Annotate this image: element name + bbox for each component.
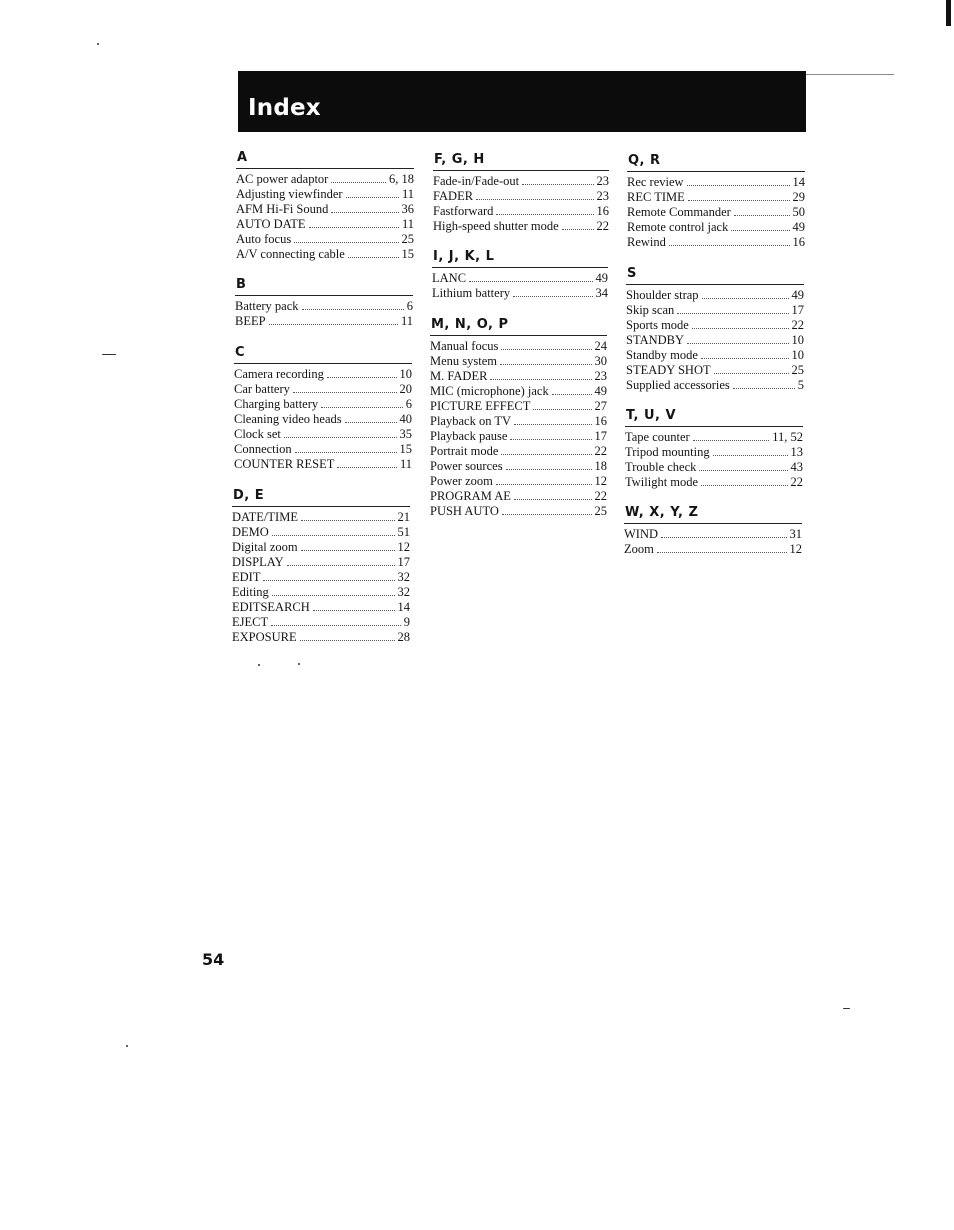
index-entry: [625, 474, 803, 489]
index-entry: [430, 353, 607, 368]
entry-pages: 15: [401, 247, 414, 261]
entry-term: MIC (microphone) jack: [430, 384, 549, 398]
entry-pages: 16: [792, 235, 805, 249]
entry-list: [232, 509, 410, 644]
index-entry: [433, 203, 609, 218]
entry-pages: 17: [791, 303, 804, 317]
index-entry: [627, 174, 805, 189]
entry-pages: 25: [401, 232, 414, 246]
index-entry: [625, 459, 803, 474]
entry-term: DEMO: [232, 525, 269, 539]
entry-list: [430, 338, 607, 518]
index-entry: [234, 366, 412, 381]
entry-pages: 11, 52: [772, 430, 803, 444]
index-section-f-g-h: [433, 152, 609, 233]
dot-leader: [713, 444, 788, 456]
index-entry: [236, 231, 414, 246]
entry-term: Lithium battery: [432, 286, 511, 300]
entry-pages: 35: [399, 427, 412, 441]
entry-list: [624, 526, 802, 556]
index-entry: [234, 441, 412, 456]
dot-leader: [346, 186, 399, 198]
index-entry: [236, 201, 414, 216]
entry-list: [433, 173, 609, 233]
dot-leader: [501, 443, 591, 455]
entry-list: [625, 429, 803, 489]
dot-leader: [272, 584, 395, 596]
entry-term: Power sources: [430, 459, 503, 473]
scan-speck: [97, 43, 99, 45]
entry-term: Standby mode: [626, 348, 698, 362]
entry-pages: 23: [596, 189, 609, 203]
entry-term: Sports mode: [626, 318, 689, 332]
entry-term: M. FADER: [430, 369, 488, 383]
section-heading: S: [626, 266, 804, 285]
dot-leader: [701, 474, 787, 486]
entry-pages: 11: [400, 314, 413, 328]
index-entry: [232, 539, 410, 554]
dot-leader: [669, 234, 790, 246]
dot-leader: [733, 377, 795, 389]
entry-pages: 30: [594, 354, 607, 368]
index-entry: [626, 377, 804, 392]
dot-leader: [496, 203, 593, 215]
entry-term: Trouble check: [625, 460, 697, 474]
entry-pages: 27: [594, 399, 607, 413]
index-entry: [430, 503, 607, 518]
entry-pages: 23: [596, 174, 609, 188]
section-heading: D, E: [232, 488, 410, 507]
section-heading: F, G, H: [433, 152, 609, 171]
index-entry: [626, 332, 804, 347]
dot-leader: [699, 459, 787, 471]
entry-term: EDITSEARCH: [232, 600, 310, 614]
dot-leader: [476, 188, 593, 200]
entry-term: Menu system: [430, 354, 498, 368]
dot-leader: [500, 353, 591, 365]
index-entry: [236, 186, 414, 201]
scan-speck: [843, 1008, 850, 1009]
entry-term: REC TIME: [627, 190, 685, 204]
margin-rule: [806, 74, 894, 75]
entry-pages: 24: [594, 339, 607, 353]
entry-term: WIND: [624, 527, 659, 541]
entry-term: EJECT: [232, 615, 269, 629]
dot-leader: [552, 383, 592, 395]
index-entry: [235, 298, 413, 313]
entry-pages: 15: [399, 442, 412, 456]
entry-term: AFM Hi-Fi Sound: [236, 202, 329, 216]
index-entry: [232, 614, 410, 629]
index-entry: [627, 219, 805, 234]
entry-term: PUSH AUTO: [430, 504, 499, 518]
entry-pages: 10: [791, 348, 804, 362]
entry-pages: 12: [397, 540, 410, 554]
dot-leader: [692, 317, 789, 329]
dot-leader: [284, 426, 397, 438]
index-entry: [624, 541, 802, 556]
entry-term: EXPOSURE: [232, 630, 297, 644]
index-entry: [626, 302, 804, 317]
index-entry: [232, 509, 410, 524]
page-number: 54: [202, 950, 225, 969]
entry-term: Car battery: [234, 382, 290, 396]
index-entry: [430, 398, 607, 413]
section-heading: W, X, Y, Z: [624, 505, 802, 524]
index-entry: [234, 411, 412, 426]
entry-term: Editing: [232, 585, 269, 599]
dot-leader: [687, 332, 788, 344]
dot-leader: [345, 411, 397, 423]
dot-leader: [562, 218, 594, 230]
dot-leader: [533, 398, 591, 410]
entry-term: Zoom: [624, 542, 654, 556]
dot-leader: [313, 599, 395, 611]
entry-term: High-speed shutter mode: [433, 219, 559, 233]
entry-pages: 22: [596, 219, 609, 233]
index-entry: [430, 458, 607, 473]
scan-speck: [298, 663, 300, 665]
entry-pages: 43: [790, 460, 803, 474]
index-entry: [430, 383, 607, 398]
entry-pages: 49: [792, 220, 805, 234]
index-entry: [430, 428, 607, 443]
index-entry: [232, 554, 410, 569]
entry-pages: 9: [403, 615, 410, 629]
index-section-w-x-y-z: [624, 505, 802, 556]
dot-leader: [287, 554, 395, 566]
dot-leader: [331, 201, 398, 213]
entry-term: Rec review: [627, 175, 684, 189]
entry-pages: 11: [401, 187, 414, 201]
entry-pages: 32: [397, 570, 410, 584]
entry-term: Camera recording: [234, 367, 324, 381]
entry-term: Auto focus: [236, 232, 292, 246]
entry-term: Manual focus: [430, 339, 499, 353]
entry-term: Portrait mode: [430, 444, 499, 458]
dot-leader: [348, 246, 399, 258]
entry-pages: 29: [792, 190, 805, 204]
entry-pages: 13: [790, 445, 803, 459]
dot-leader: [693, 429, 769, 441]
index-entry: [232, 584, 410, 599]
dot-leader: [513, 285, 592, 297]
section-heading: I, J, K, L: [432, 249, 608, 268]
entry-term: Rewind: [627, 235, 666, 249]
index-entry: [433, 188, 609, 203]
section-heading: C: [234, 345, 412, 364]
dot-leader: [501, 338, 591, 350]
dot-leader: [677, 302, 788, 314]
index-section-q-r: [627, 153, 805, 249]
entry-pages: 22: [594, 489, 607, 503]
dot-leader: [522, 173, 593, 185]
entry-term: COUNTER RESET: [234, 457, 335, 471]
index-entry: [625, 429, 803, 444]
entry-list: [236, 171, 414, 261]
dot-leader: [294, 231, 398, 243]
dot-leader: [263, 569, 394, 581]
entry-term: Remote Commander: [627, 205, 731, 219]
dot-leader: [687, 174, 790, 186]
index-section-i-j-k-l: [432, 249, 608, 300]
entry-term: Digital zoom: [232, 540, 298, 554]
index-section-c: [234, 345, 412, 471]
index-entry: [430, 488, 607, 503]
index-entry: [430, 443, 607, 458]
entry-term: Connection: [234, 442, 292, 456]
entry-term: DISPLAY: [232, 555, 284, 569]
dot-leader: [514, 488, 592, 500]
entry-pages: 40: [399, 412, 412, 426]
dot-leader: [331, 171, 386, 183]
entry-pages: 21: [397, 510, 410, 524]
entry-pages: 51: [397, 525, 410, 539]
index-entry: [232, 569, 410, 584]
dot-leader: [510, 428, 591, 440]
index-entry: [232, 524, 410, 539]
entry-term: DATE/TIME: [232, 510, 298, 524]
index-entry: [433, 218, 609, 233]
entry-term: Playback pause: [430, 429, 508, 443]
entry-term: Battery pack: [235, 299, 299, 313]
entry-term: Twilight mode: [625, 475, 699, 489]
section-heading: A: [236, 150, 414, 169]
entry-pages: 50: [792, 205, 805, 219]
entry-pages: 14: [792, 175, 805, 189]
edge-mark: [946, 0, 951, 26]
index-entry: [430, 338, 607, 353]
entry-pages: 18: [594, 459, 607, 473]
entry-pages: 25: [791, 363, 804, 377]
index-entry: [430, 473, 607, 488]
index-section-s: [626, 266, 804, 392]
entry-pages: 34: [595, 286, 608, 300]
dot-leader: [502, 503, 592, 515]
entry-list: [626, 287, 804, 392]
index-entry: [430, 368, 607, 383]
index-entry: [232, 599, 410, 614]
entry-pages: 49: [791, 288, 804, 302]
index-entry: [626, 287, 804, 302]
entry-term: Remote control jack: [627, 220, 729, 234]
index-section-m-n-o-p: [430, 317, 607, 518]
entry-pages: 14: [397, 600, 410, 614]
entry-pages: 12: [594, 474, 607, 488]
dot-leader: [731, 219, 789, 231]
index-entry: [234, 396, 412, 411]
entry-term: LANC: [432, 271, 467, 285]
entry-term: Supplied accessories: [626, 378, 730, 392]
entry-term: Tripod mounting: [625, 445, 710, 459]
section-heading: M, N, O, P: [430, 317, 607, 336]
entry-term: Shoulder strap: [626, 288, 699, 302]
entry-term: STANDBY: [626, 333, 685, 347]
entry-pages: 11: [399, 457, 412, 471]
entry-term: STEADY SHOT: [626, 363, 711, 377]
index-entry: [626, 317, 804, 332]
scan-speck: [102, 354, 116, 355]
entry-term: FADER: [433, 189, 474, 203]
entry-pages: 25: [594, 504, 607, 518]
entry-term: Fade-in/Fade-out: [433, 174, 520, 188]
index-entry: [625, 444, 803, 459]
index-entry: [626, 362, 804, 377]
dot-leader: [300, 629, 395, 641]
index-section-a: [236, 150, 414, 261]
dot-leader: [469, 270, 592, 282]
entry-pages: 32: [397, 585, 410, 599]
dot-leader: [701, 347, 789, 359]
index-entry: [430, 413, 607, 428]
dot-leader: [269, 313, 398, 325]
dot-leader: [688, 189, 790, 201]
entry-term: EDIT: [232, 570, 261, 584]
dot-leader: [272, 524, 395, 536]
entry-term: Fastforward: [433, 204, 494, 218]
entry-pages: 28: [397, 630, 410, 644]
index-entry: [627, 234, 805, 249]
index-entry: [432, 285, 608, 300]
scan-speck: [258, 664, 260, 666]
index-entry: [624, 526, 802, 541]
entry-term: AUTO DATE: [236, 217, 306, 231]
section-heading: B: [235, 277, 413, 296]
dot-leader: [301, 539, 395, 551]
entry-pages: 49: [594, 384, 607, 398]
page-title: Index: [248, 95, 321, 121]
entry-pages: 31: [789, 527, 802, 541]
index-entry: [234, 381, 412, 396]
dot-leader: [490, 368, 591, 380]
index-entry: [433, 173, 609, 188]
entry-pages: 5: [797, 378, 804, 392]
entry-term: BEEP: [235, 314, 266, 328]
index-entry: [627, 189, 805, 204]
dot-leader: [337, 456, 397, 468]
entry-pages: 22: [791, 318, 804, 332]
entry-pages: 12: [789, 542, 802, 556]
entry-term: Cleaning video heads: [234, 412, 342, 426]
entry-term: Skip scan: [626, 303, 675, 317]
dot-leader: [702, 287, 789, 299]
entry-term: A/V connecting cable: [236, 247, 345, 261]
entry-pages: 17: [594, 429, 607, 443]
section-heading: T, U, V: [625, 408, 803, 427]
entry-term: Charging battery: [234, 397, 319, 411]
entry-list: [234, 366, 412, 471]
dot-leader: [514, 413, 591, 425]
entry-pages: 23: [594, 369, 607, 383]
entry-pages: 22: [594, 444, 607, 458]
entry-list: [432, 270, 608, 300]
dot-leader: [302, 298, 404, 310]
entry-pages: 6: [405, 397, 412, 411]
dot-leader: [309, 216, 399, 228]
entry-term: Adjusting viewfinder: [236, 187, 343, 201]
section-heading: Q, R: [627, 153, 805, 172]
dot-leader: [496, 473, 592, 485]
entry-pages: 6, 18: [389, 172, 414, 186]
index-entry: [234, 426, 412, 441]
entry-term: PROGRAM AE: [430, 489, 511, 503]
dot-leader: [734, 204, 790, 216]
entry-term: Playback on TV: [430, 414, 512, 428]
dot-leader: [301, 509, 395, 521]
entry-term: PICTURE EFFECT: [430, 399, 531, 413]
dot-leader: [293, 381, 397, 393]
index-entry: [236, 216, 414, 231]
index-entry: [627, 204, 805, 219]
index-banner: [238, 71, 806, 132]
entry-pages: 17: [397, 555, 410, 569]
entry-term: Power zoom: [430, 474, 493, 488]
dot-leader: [657, 541, 787, 553]
index-entry: [432, 270, 608, 285]
entry-pages: 10: [399, 367, 412, 381]
index-entry: [235, 313, 413, 328]
dot-leader: [714, 362, 789, 374]
entry-pages: 16: [594, 414, 607, 428]
entry-term: Clock set: [234, 427, 281, 441]
index-section-b: [235, 277, 413, 328]
scan-speck: [126, 1045, 128, 1047]
entry-list: [235, 298, 413, 328]
dot-leader: [506, 458, 592, 470]
index-section-t-u-v: [625, 408, 803, 489]
entry-pages: 22: [790, 475, 803, 489]
index-entry: [236, 246, 414, 261]
index-entry: [232, 629, 410, 644]
entry-pages: 11: [401, 217, 414, 231]
entry-pages: 49: [595, 271, 608, 285]
entry-pages: 16: [596, 204, 609, 218]
index-entry: [626, 347, 804, 362]
index-section-d-e: [232, 488, 410, 644]
dot-leader: [295, 441, 397, 453]
index-entry: [236, 171, 414, 186]
dot-leader: [661, 526, 786, 538]
dot-leader: [327, 366, 397, 378]
entry-term: AC power adaptor: [236, 172, 329, 186]
entry-term: Tape counter: [625, 430, 690, 444]
index-entry: [234, 456, 412, 471]
dot-leader: [271, 614, 401, 626]
entry-list: [627, 174, 805, 249]
entry-pages: 6: [406, 299, 413, 313]
dot-leader: [321, 396, 403, 408]
entry-pages: 20: [399, 382, 412, 396]
entry-pages: 36: [401, 202, 414, 216]
entry-pages: 10: [791, 333, 804, 347]
